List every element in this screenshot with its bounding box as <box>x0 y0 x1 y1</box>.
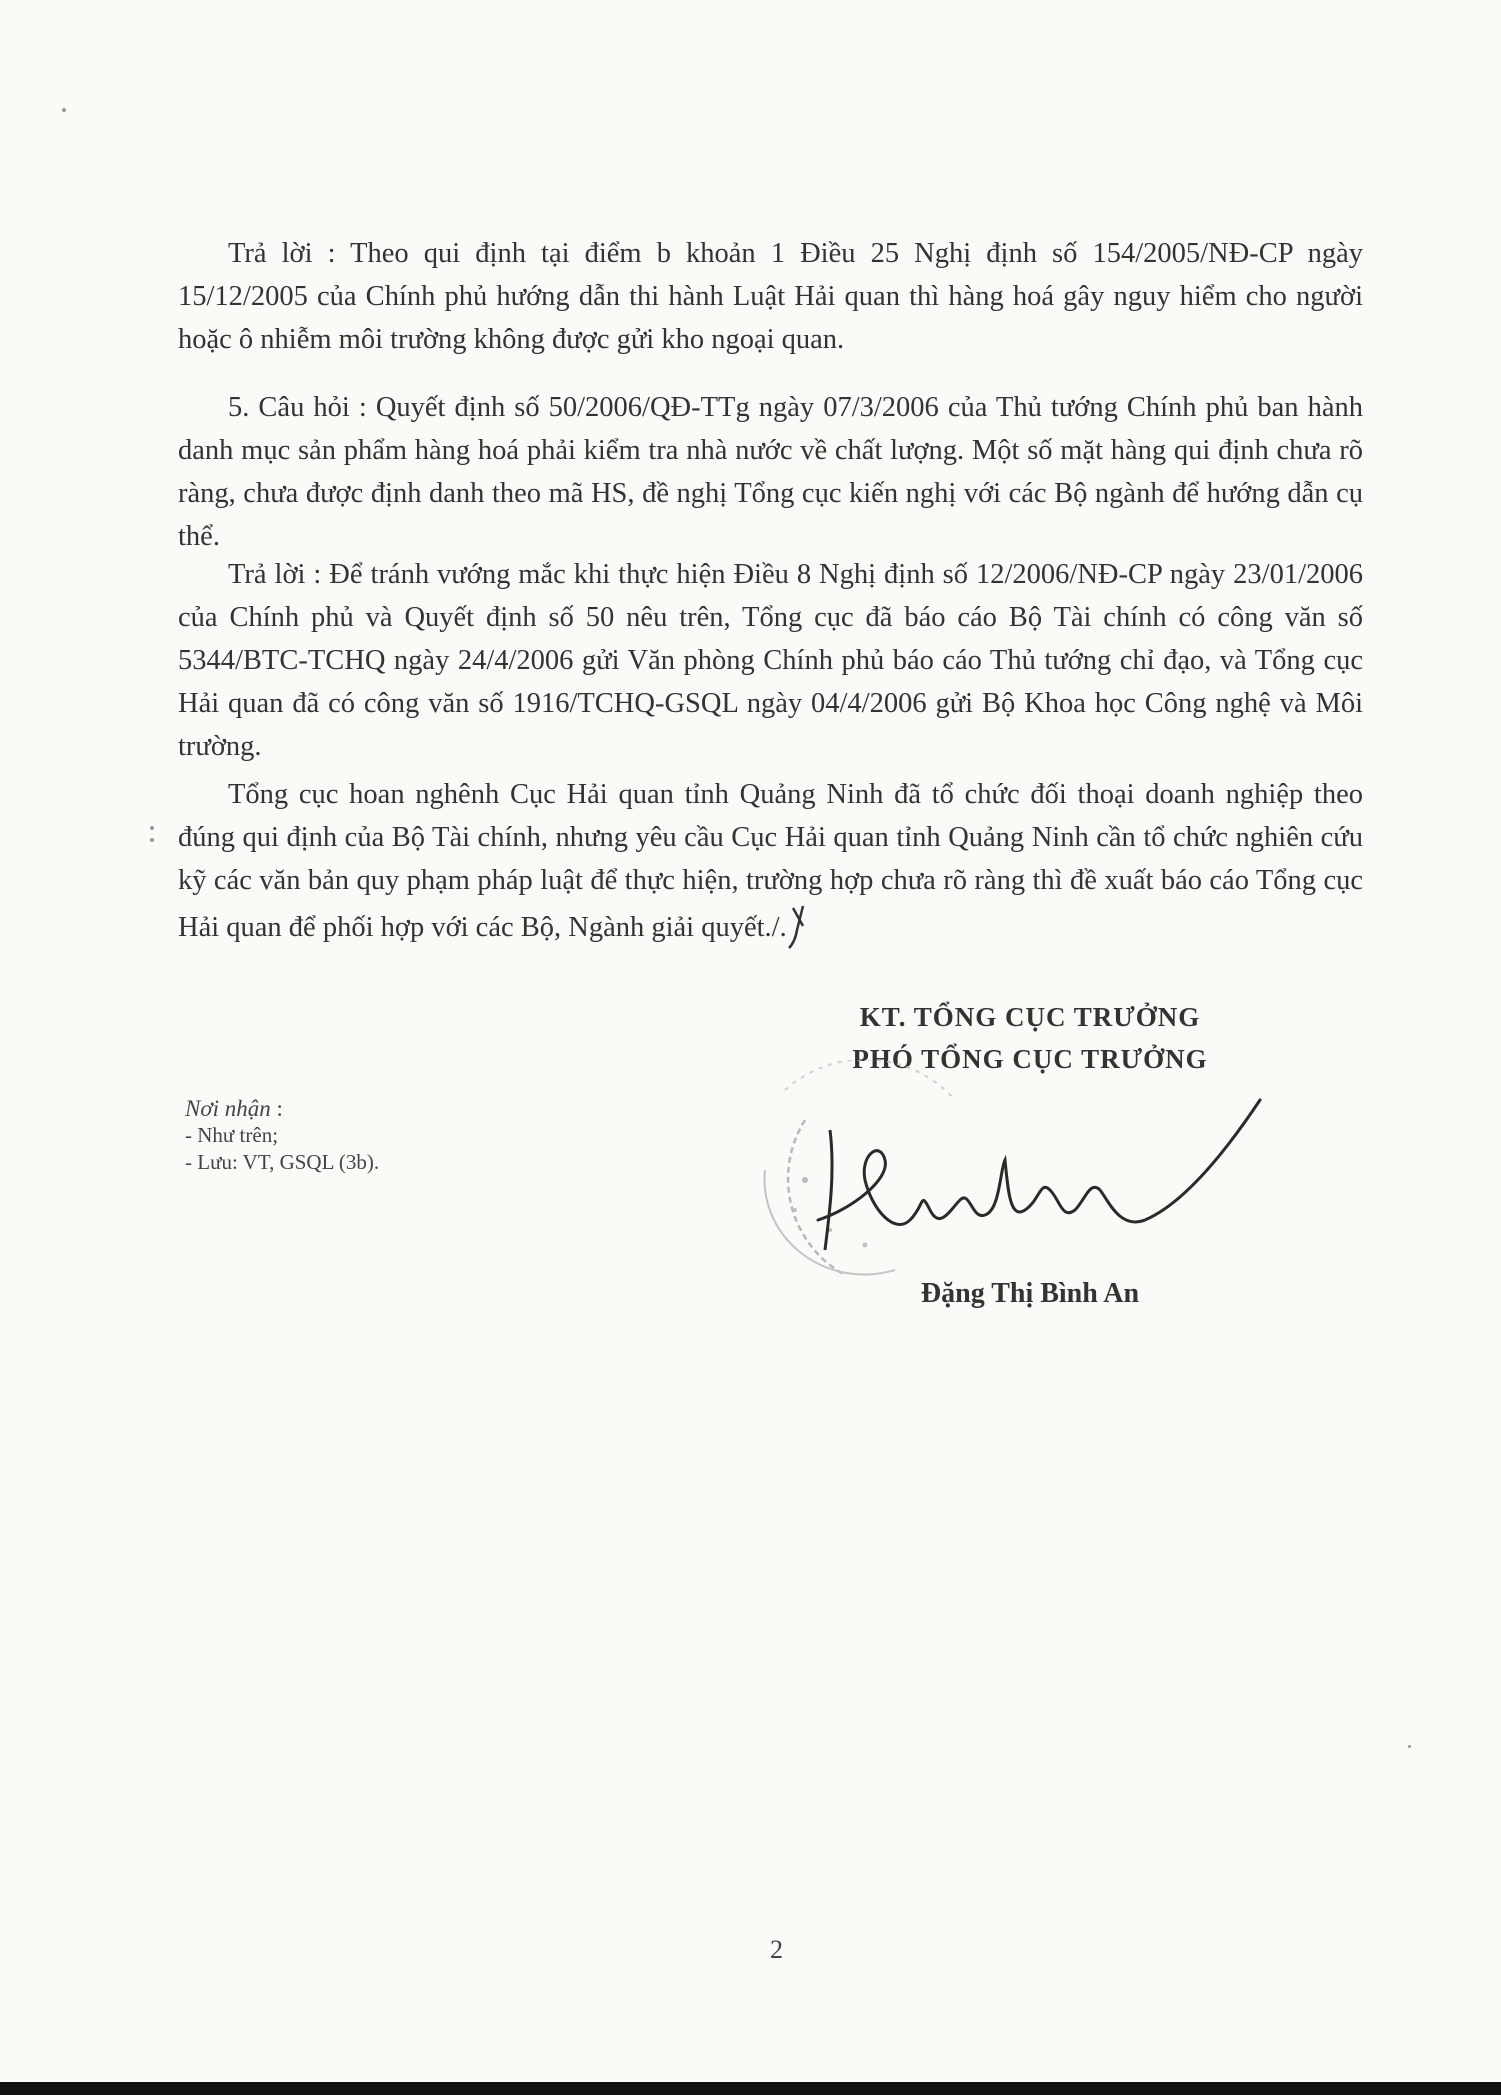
recipients-title-colon: : <box>270 1096 283 1121</box>
paragraph-question-5 <box>178 386 1363 558</box>
paragraph-closing-text: Tổng cục hoan nghênh Cục Hải quan tỉnh Quảng Ninh đã tổ chức đối thoại doanh nghiệp theo đúng qui định của Bộ Tài chính, nhưng yêu cầu Cục Hải quan tỉnh Quảng Ninh cần tổ chức nghiên cứu kỹ các văn bản quy phạm pháp luật để thực hiện, trường hợp chưa rõ ràng thì đề xuất báo cáo Tổng cục Hải quan để phối hợp với các Bộ, Ngành giải quyết./. <box>178 779 1363 943</box>
scan-speck <box>1408 1745 1411 1748</box>
signer-name: Đặng Thị Bình An <box>920 1278 1140 1309</box>
recipient-item: - Như trên; <box>185 1123 279 1147</box>
paragraph-question-5-text: 5. Câu hỏi : Quyết định số 50/2006/QĐ-TTg ngày 07/3/2006 của Thủ tướng Chính phủ ban hành danh mục sản phẩm hàng hoá phải kiểm tra nhà nước về chất lượng. Một số mặt hàng qui định chưa rõ ràng, chưa được định danh theo mã HS, đề nghị Tổng cục kiến nghị với các Bộ ngành để hướng dẫn cụ thể. <box>178 392 1363 552</box>
recipients-block <box>185 1095 379 1176</box>
scan-speck <box>150 826 154 830</box>
recipient-item: - Lưu: VT, GSQL (3b). <box>185 1150 380 1174</box>
initials-mark-icon <box>787 902 809 950</box>
paragraph-answer-5 <box>178 553 1363 768</box>
scan-speck <box>62 108 66 112</box>
paragraph-answer-5-text: Trả lời : Để tránh vướng mắc khi thực hiện Điều 8 Nghị định số 12/2006/NĐ-CP ngày 23/01/2006 của Chính phủ và Quyết định số 50 nêu trên, Tổng cục đã báo cáo Bộ Tài chính có công văn số 5344/BTC-TCHQ ngày 24/4/2006 gửi Văn phòng Chính phủ báo cáo Thủ tướng chỉ đạo, và Tổng cục Hải quan đã có công văn số 1916/TCHQ-GSQL ngày 04/4/2006 gửi Bộ Khoa học Công nghệ và Môi trường. <box>178 559 1363 762</box>
scan-bottom-edge <box>0 2082 1501 2095</box>
scan-speck <box>150 838 154 842</box>
signature-authority-line: KT. TỔNG CỤC TRƯỞNG <box>859 1002 1201 1032</box>
recipients-title-text: Nơi nhận <box>185 1096 271 1121</box>
signature-position-line: PHÓ TỔNG CỤC TRƯỞNG <box>852 1044 1208 1074</box>
recipients-title <box>185 1095 379 1122</box>
paragraph-answer-4-text: Trả lời : Theo qui định tại điểm b khoản 1 Điều 25 Nghị định số 154/2005/NĐ-CP ngày 15/12/2005 của Chính phủ hướng dẫn thi hành Luật Hải quan thì hàng hoá gây nguy hiểm cho người hoặc ô nhiễm môi trường không được gửi kho ngoại quan. <box>178 238 1363 355</box>
paragraph-answer-4 <box>178 232 1363 361</box>
handwritten-signature-icon <box>800 1060 1280 1280</box>
page-number: 2 <box>770 1935 783 1964</box>
paragraph-closing <box>178 773 1363 950</box>
